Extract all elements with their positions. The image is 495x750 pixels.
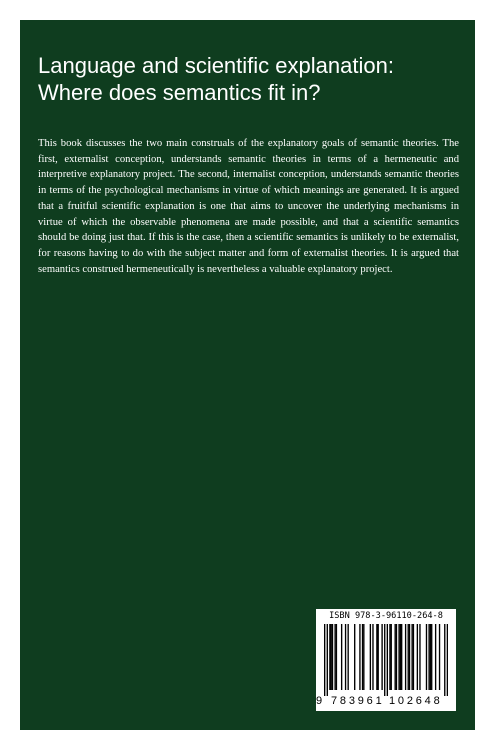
book-title-line-2: Where does semantics fit in? [38, 80, 321, 105]
ean-left-group: 783961 [331, 695, 385, 707]
isbn-barcode [316, 609, 456, 711]
barcode-bar [362, 624, 363, 690]
barcode-bar [345, 624, 346, 690]
barcode-bar [329, 624, 330, 690]
barcode-bar [439, 624, 440, 690]
barcode-bar [370, 624, 371, 690]
ean-right-group: 102648 [389, 695, 443, 707]
back-cover [20, 20, 475, 730]
barcode-bar [347, 624, 348, 690]
barcode-bar [391, 624, 392, 690]
barcode-bar [396, 624, 397, 690]
barcode-bar [431, 624, 432, 690]
barcode-bar [376, 624, 377, 690]
barcode-bar [398, 624, 399, 690]
book-title [38, 52, 463, 106]
barcode-bar [363, 624, 364, 690]
barcode-bar [372, 624, 373, 690]
barcode-guard-bar [324, 624, 325, 696]
barcode-guard-bar [387, 624, 388, 696]
barcode-bar [428, 624, 429, 690]
book-title-line-1: Language and scientific explanation: [38, 53, 394, 78]
barcode-guard-bar [444, 624, 445, 696]
isbn-number: ISBN 978-3-96110-264-8 [329, 611, 443, 621]
barcode-guard-bar [384, 624, 385, 696]
barcode-bar [378, 624, 379, 690]
barcode-bar [411, 624, 412, 690]
barcode-bar [394, 624, 395, 690]
barcode-bar [419, 624, 420, 690]
barcode-bar [331, 624, 332, 690]
book-blurb: This book discusses the two main construals of the explanatory goals of semantic theories. The first, externalist conception, understands semantic theories in terms of a hermeneutic and interpretive explanatory project. The second, internalist conception, understands semantic theories in terms of the psychological mechanisms in virtue of which meanings are generated. It is argued that a fruitful scientific explanation is one that aims to uncover the underlying mechanisms in virtue of which the observable phenomena are made possible, and that a scientific semantics should be doing just that. If this is the case, then a scientific semantics is unlikely to be externalist, for reasons having to do with the subject matter and form of externalist theories. It is argued that semantics construed hermeneutically is nevertheless a valuable explanatory project. [38, 138, 459, 275]
barcode-bar [389, 624, 390, 690]
barcode-bar [359, 624, 360, 690]
barcode-guard-bar [327, 624, 328, 696]
barcode-bar [409, 624, 410, 690]
barcode-guard-bar [447, 624, 448, 696]
barcode-bar [417, 624, 418, 690]
barcode-bar [341, 624, 342, 690]
barcode-bar [426, 624, 427, 690]
barcode-bar [354, 624, 355, 690]
barcode-bar [401, 624, 402, 690]
barcode-bar [332, 624, 333, 690]
barcode-bar [334, 624, 335, 690]
barcode-bar [400, 624, 401, 690]
barcode-bar [405, 624, 406, 690]
barcode-bar [381, 624, 382, 690]
barcode-bar [408, 624, 409, 690]
barcode-bar [336, 624, 337, 690]
barcode-bar [435, 624, 436, 690]
barcode-bar [413, 624, 414, 690]
barcode-bars [324, 624, 448, 696]
barcode-bar [430, 624, 431, 690]
ean-first-digit: 9 [316, 695, 323, 707]
